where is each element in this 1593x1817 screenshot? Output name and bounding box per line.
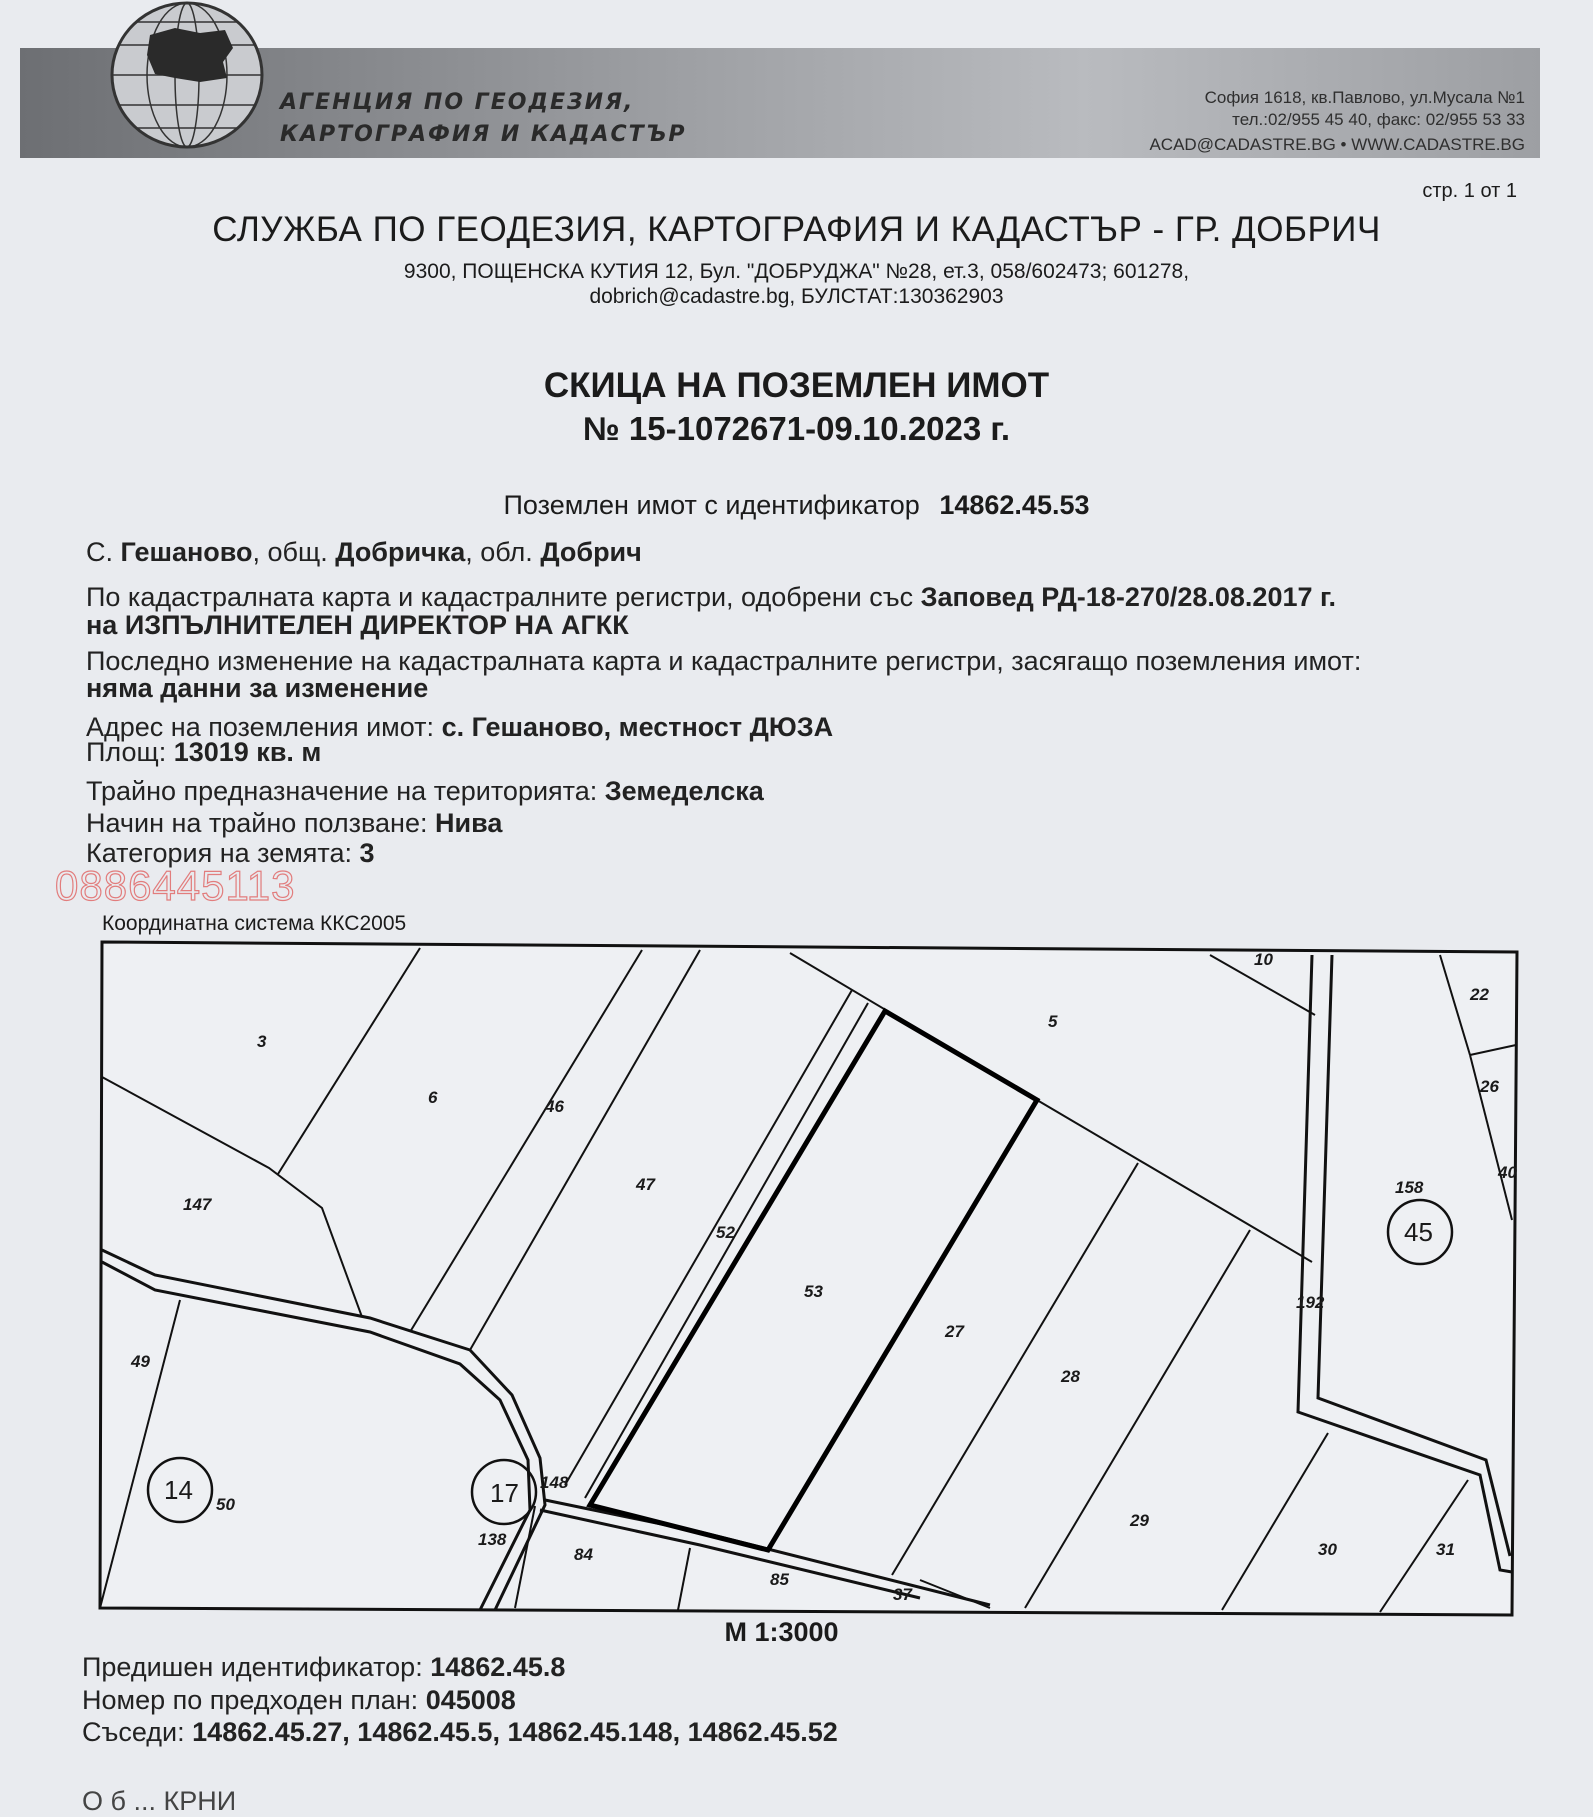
parcel-label: 27: [945, 1322, 964, 1341]
last-change-text: Последно изменение на кадастралната карта и кадастралните регистри, засягащо поземления имот:: [86, 646, 1362, 676]
map-scale: М 1:3000: [724, 1617, 839, 1647]
parcel-label: 6: [428, 1088, 438, 1107]
parcel-label: 52: [716, 1223, 735, 1242]
parcel-label: 30: [1318, 1540, 1337, 1559]
parcel-label: 50: [216, 1495, 235, 1514]
block-label-45: 45: [1404, 1217, 1433, 1247]
document-number: № 15-1072671-09.10.2023 г.: [582, 410, 1011, 447]
page-number: стр. 1 от 1: [1422, 180, 1517, 202]
parcel-label: 31: [1436, 1540, 1455, 1559]
previous-identifier-value: 14862.45.8: [430, 1652, 566, 1682]
parcel-label: 26: [1480, 1077, 1499, 1096]
previous-plan-line: [82, 1685, 516, 1716]
purpose-label: Трайно предназначение на територията:: [86, 776, 598, 806]
parcel-label: 47: [636, 1175, 655, 1194]
previous-identifier-line: [82, 1652, 565, 1683]
region-value: Добрич: [540, 537, 642, 567]
parcel-label: 49: [131, 1352, 150, 1371]
purpose-value: Земеделска: [604, 776, 764, 806]
parcel-identifier-label: Поземлен имот с идентификатор: [503, 490, 920, 520]
region-prefix: , обл.: [465, 537, 533, 567]
village-prefix: С.: [86, 537, 113, 567]
agency-name-line1: АГЕНЦИЯ ПО ГЕОДЕЗИЯ,: [280, 90, 635, 115]
address-label: Адрес на поземления имот:: [86, 712, 435, 742]
municipality-value: Добричка: [335, 537, 466, 567]
parcel-label: 84: [574, 1545, 593, 1564]
watermark-phone: 0886445113: [55, 862, 296, 909]
neighbors-value: 14862.45.27, 14862.45.5, 14862.45.148, 14862.45.52: [192, 1717, 838, 1747]
document-title: СКИЦА НА ПОЗЕМЛЕН ИМОТ: [543, 366, 1050, 405]
block-label-14: 14: [164, 1475, 193, 1505]
cut-off-text: О б ... КРНИ: [82, 1786, 237, 1816]
parcel-label: 28: [1061, 1367, 1080, 1386]
last-change-value: няма данни за изменение: [86, 673, 429, 703]
usage-value: Нива: [435, 808, 503, 838]
category-label: Категория на земята:: [86, 838, 353, 868]
order-value: Заповед РД-18-270/28.08.2017 г.: [920, 582, 1337, 612]
block-label-17: 17: [490, 1478, 519, 1508]
agency-address: София 1618, кв.Павлово, ул.Мусала №1: [1204, 88, 1525, 107]
parcel-identifier-value: 14862.45.53: [939, 490, 1090, 520]
parcel-label: 29: [1130, 1511, 1149, 1530]
agency-name-line2: КАРТОГРАФИЯ И КАДАСТЪР: [280, 122, 687, 147]
area-value: 13019 кв. м: [173, 737, 322, 767]
parcel-label: 148: [540, 1473, 569, 1492]
usage-label: Начин на трайно ползване:: [86, 808, 428, 838]
parcel-label: 46: [545, 1097, 564, 1116]
neighbors-label: Съседи:: [82, 1717, 185, 1747]
cadastral-text: По кадастралната карта и кадастралните регистри, одобрени със: [86, 582, 914, 612]
parcel-label: 192: [1296, 1293, 1325, 1312]
neighbors-line: [82, 1717, 838, 1748]
category-value: 3: [359, 838, 375, 868]
agency-phone: тел.:02/955 45 40, факс: 02/955 53 33: [1232, 110, 1525, 129]
office-address-line1: 9300, ПОЩЕНСКА КУТИЯ 12, Бул. "ДОБРУДЖА" №28, ет.3, 058/602473; 601278,: [403, 260, 1190, 283]
parcel-label: 3: [257, 1032, 267, 1051]
previous-plan-value: 045008: [425, 1685, 516, 1715]
parcel-label: 37: [893, 1585, 912, 1604]
address-value: с. Гешаново, местност ДЮЗА: [441, 712, 834, 742]
municipality-prefix: , общ.: [252, 537, 328, 567]
agency-web: ACAD@CADASTRE.BG • WWW.CADASTRE.BG: [1149, 135, 1525, 154]
parcel-label: 147: [183, 1195, 212, 1214]
map-frame: [100, 942, 1517, 1615]
village-value: Гешаново: [120, 537, 253, 567]
parcel-label: 40: [1498, 1163, 1517, 1182]
area-label: Площ:: [86, 737, 167, 767]
director-value: на ИЗПЪЛНИТЕЛЕН ДИРЕКТОР НА АГКК: [86, 610, 629, 640]
parcel-label: 138: [478, 1530, 507, 1549]
parcel-label: 53: [804, 1282, 823, 1301]
parcel-label: 158: [1395, 1178, 1424, 1197]
previous-identifier-label: Предишен идентификатор:: [82, 1652, 423, 1682]
parcel-label: 10: [1254, 950, 1273, 969]
previous-plan-label: Номер по предходен план:: [82, 1685, 419, 1715]
parcel-label: 5: [1048, 1012, 1058, 1031]
parcel-label: 22: [1470, 985, 1489, 1004]
office-title: СЛУЖБА ПО ГЕОДЕЗИЯ, КАРТОГРАФИЯ И КАДАСТЪР - ГР. ДОБРИЧ: [212, 210, 1381, 249]
parcel-label: 85: [770, 1570, 789, 1589]
office-address-line2: dobrich@cadastre.bg, БУЛСТАТ:130362903: [589, 285, 1004, 308]
coordinate-system: Координатна система ККС2005: [102, 912, 407, 935]
